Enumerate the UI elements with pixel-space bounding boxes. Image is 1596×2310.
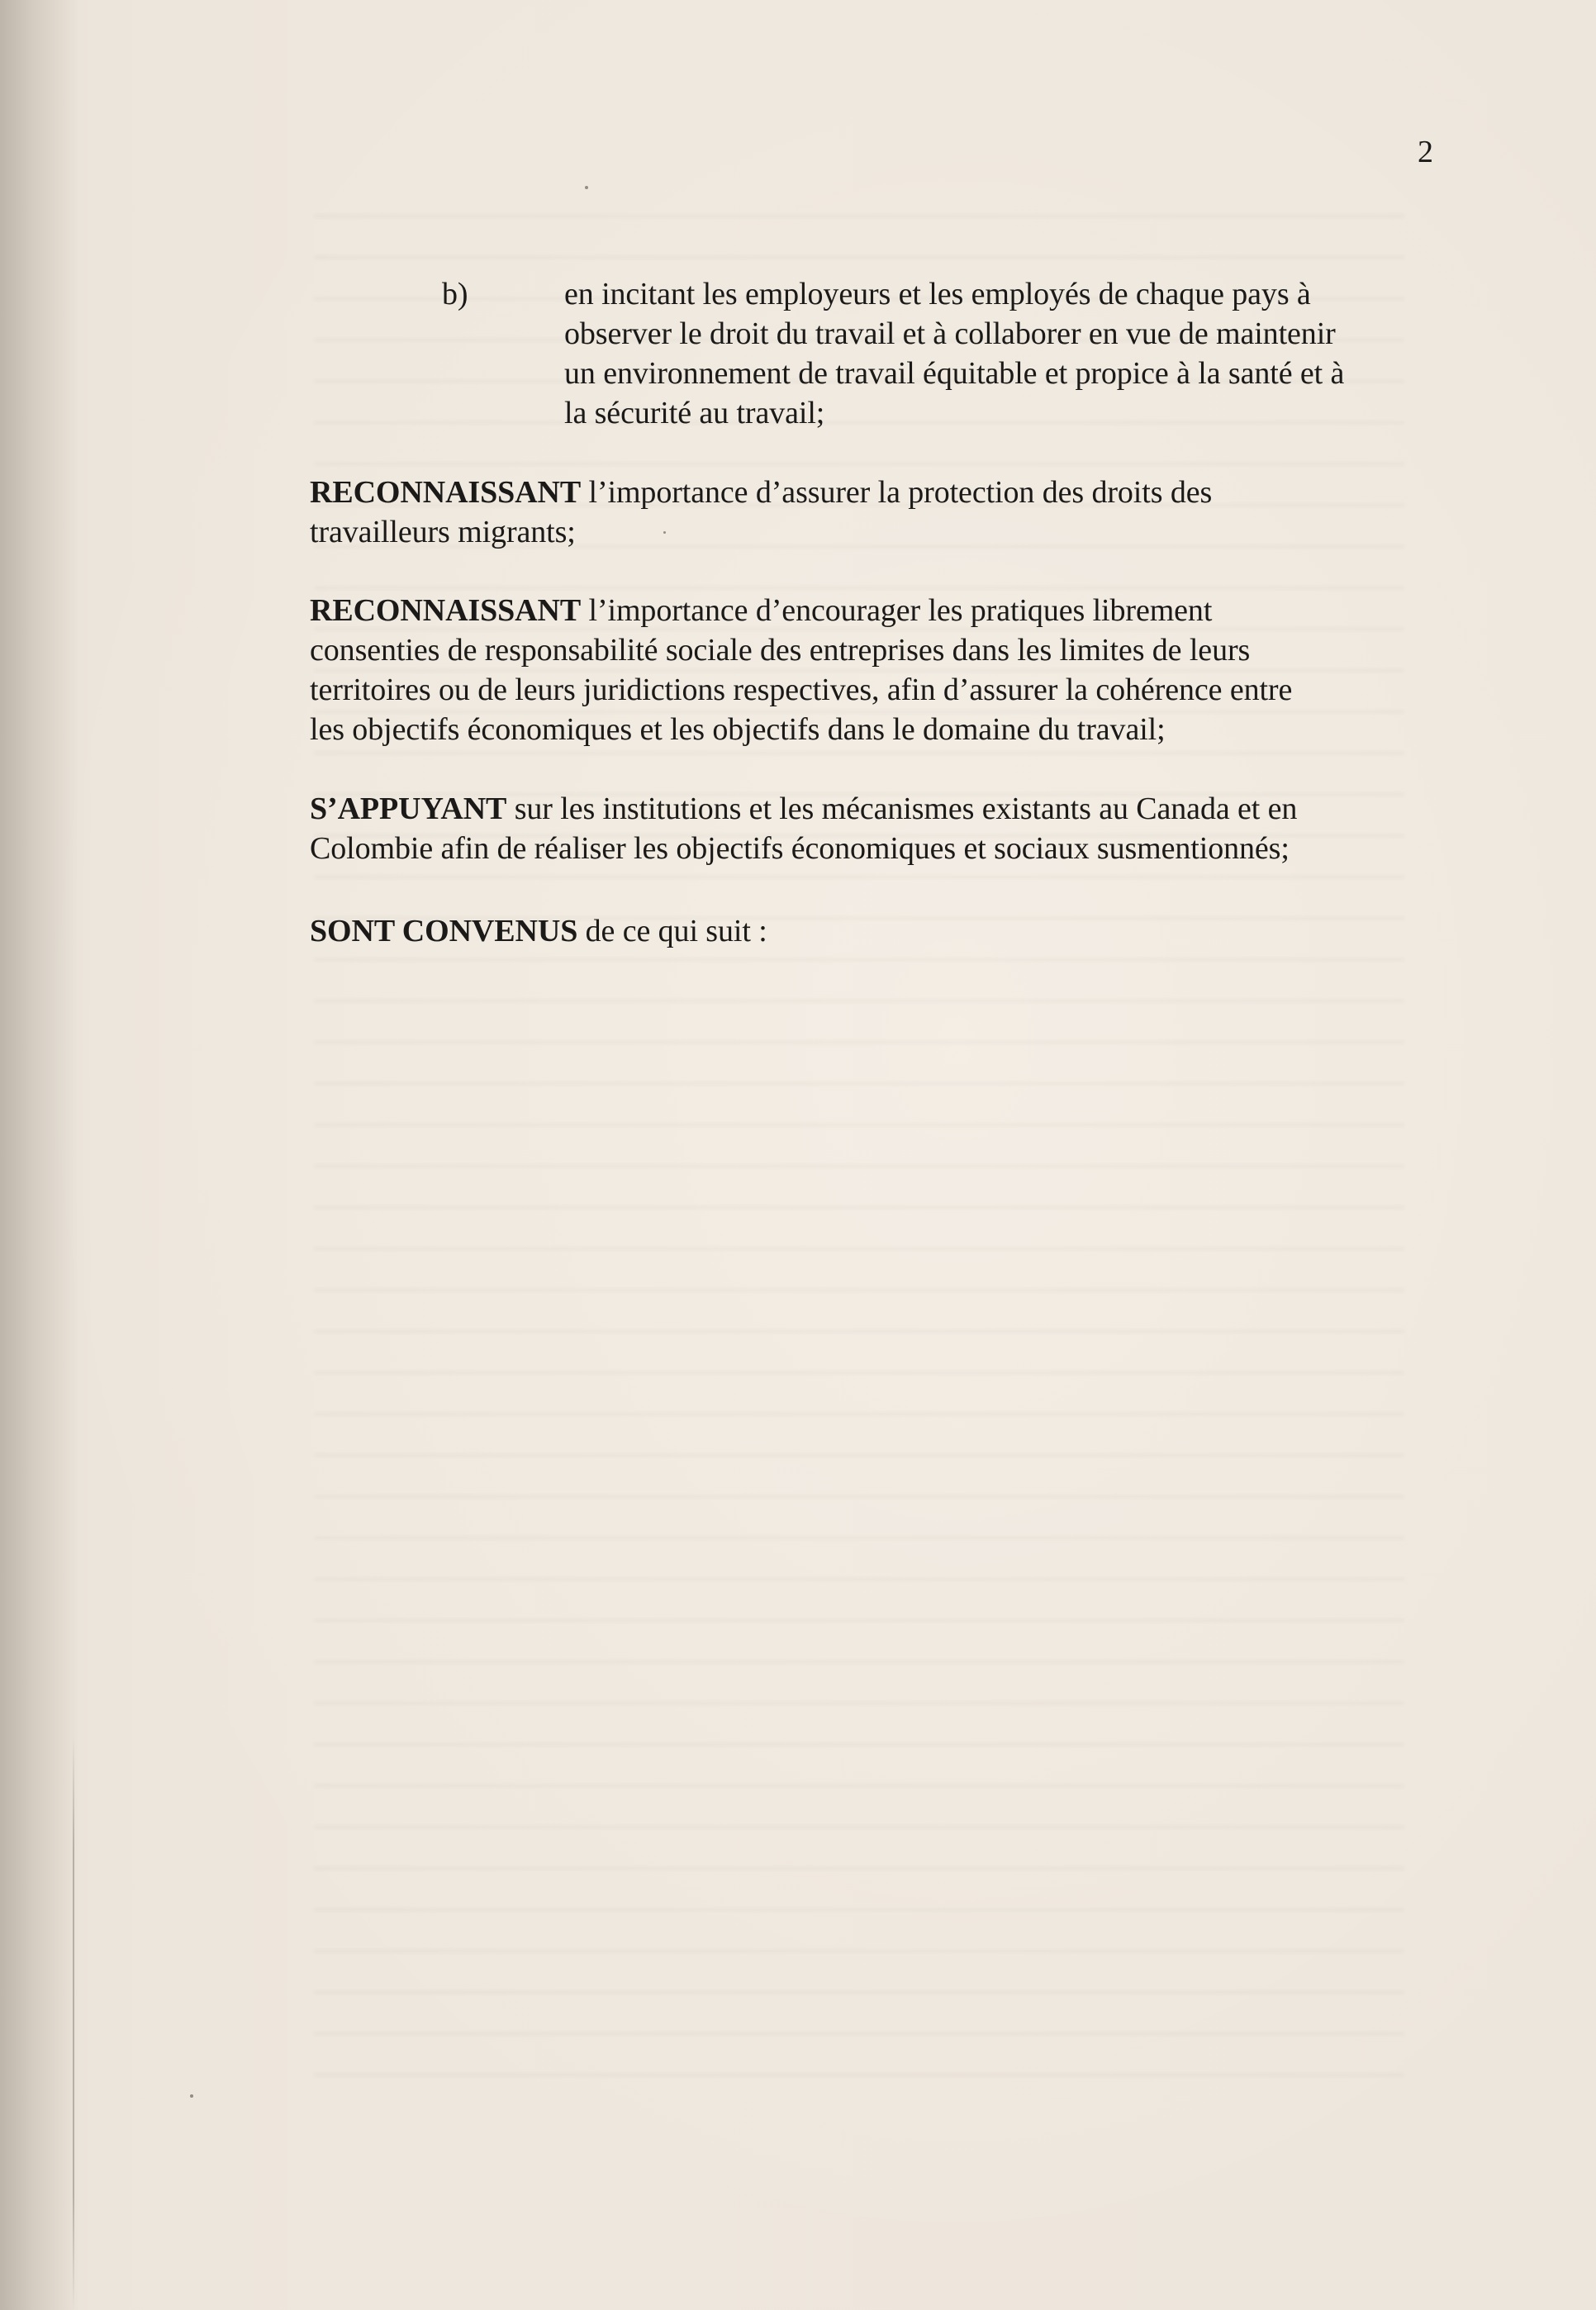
list-item-body [564,274,1440,433]
text-line: observer le droit du travail et à collaborer en vue de maintenir [564,316,1336,351]
text-line: consenties de responsabilité sociale des entreprises dans les limites de leurs [310,633,1251,668]
text-line: Colombie afin de réaliser les objectifs économiques et sociaux susmentionnés; [310,831,1290,866]
list-item-label: b) [442,277,468,311]
text-line: sur les institutions et les mécanismes existants au Canada et en [506,791,1298,826]
paragraph-lead: RECONNAISSANT [310,593,582,628]
paragraph-sappuyant [310,789,1433,868]
text-line: en incitant les employeurs et les employés de chaque pays à [564,277,1311,311]
text-line: la sécurité au travail; [564,396,825,430]
text-line: de ce qui suit : [577,914,767,948]
paragraph-reconnaissant-rse [310,591,1433,749]
text-line: les objectifs économiques et les objectifs dans le domaine du travail; [310,712,1166,747]
text-line: un environnement de travail équitable et propice à la santé et à [564,356,1345,391]
paper-speck [190,2094,193,2098]
page-number: 2 [1418,135,1433,169]
binding-shadow [0,0,78,2310]
text-line: travailleurs migrants; [310,515,576,549]
margin-line [73,1735,74,2310]
paragraph-lead: SONT CONVENUS [310,914,578,948]
paragraph-lead: RECONNAISSANT [310,475,582,510]
paragraph-sont-convenus [310,911,1433,951]
text-line: l’importance d’assurer la protection des droits des [581,475,1213,510]
paper-speck [585,186,588,189]
text-line: territoires ou de leurs juridictions respectives, afin d’assurer la cohérence entre [310,673,1293,707]
paragraph-reconnaissant-migrants [310,473,1433,552]
paragraph-lead: S’APPUYANT [310,791,507,826]
text-line: l’importance d’encourager les pratiques librement [581,593,1213,628]
